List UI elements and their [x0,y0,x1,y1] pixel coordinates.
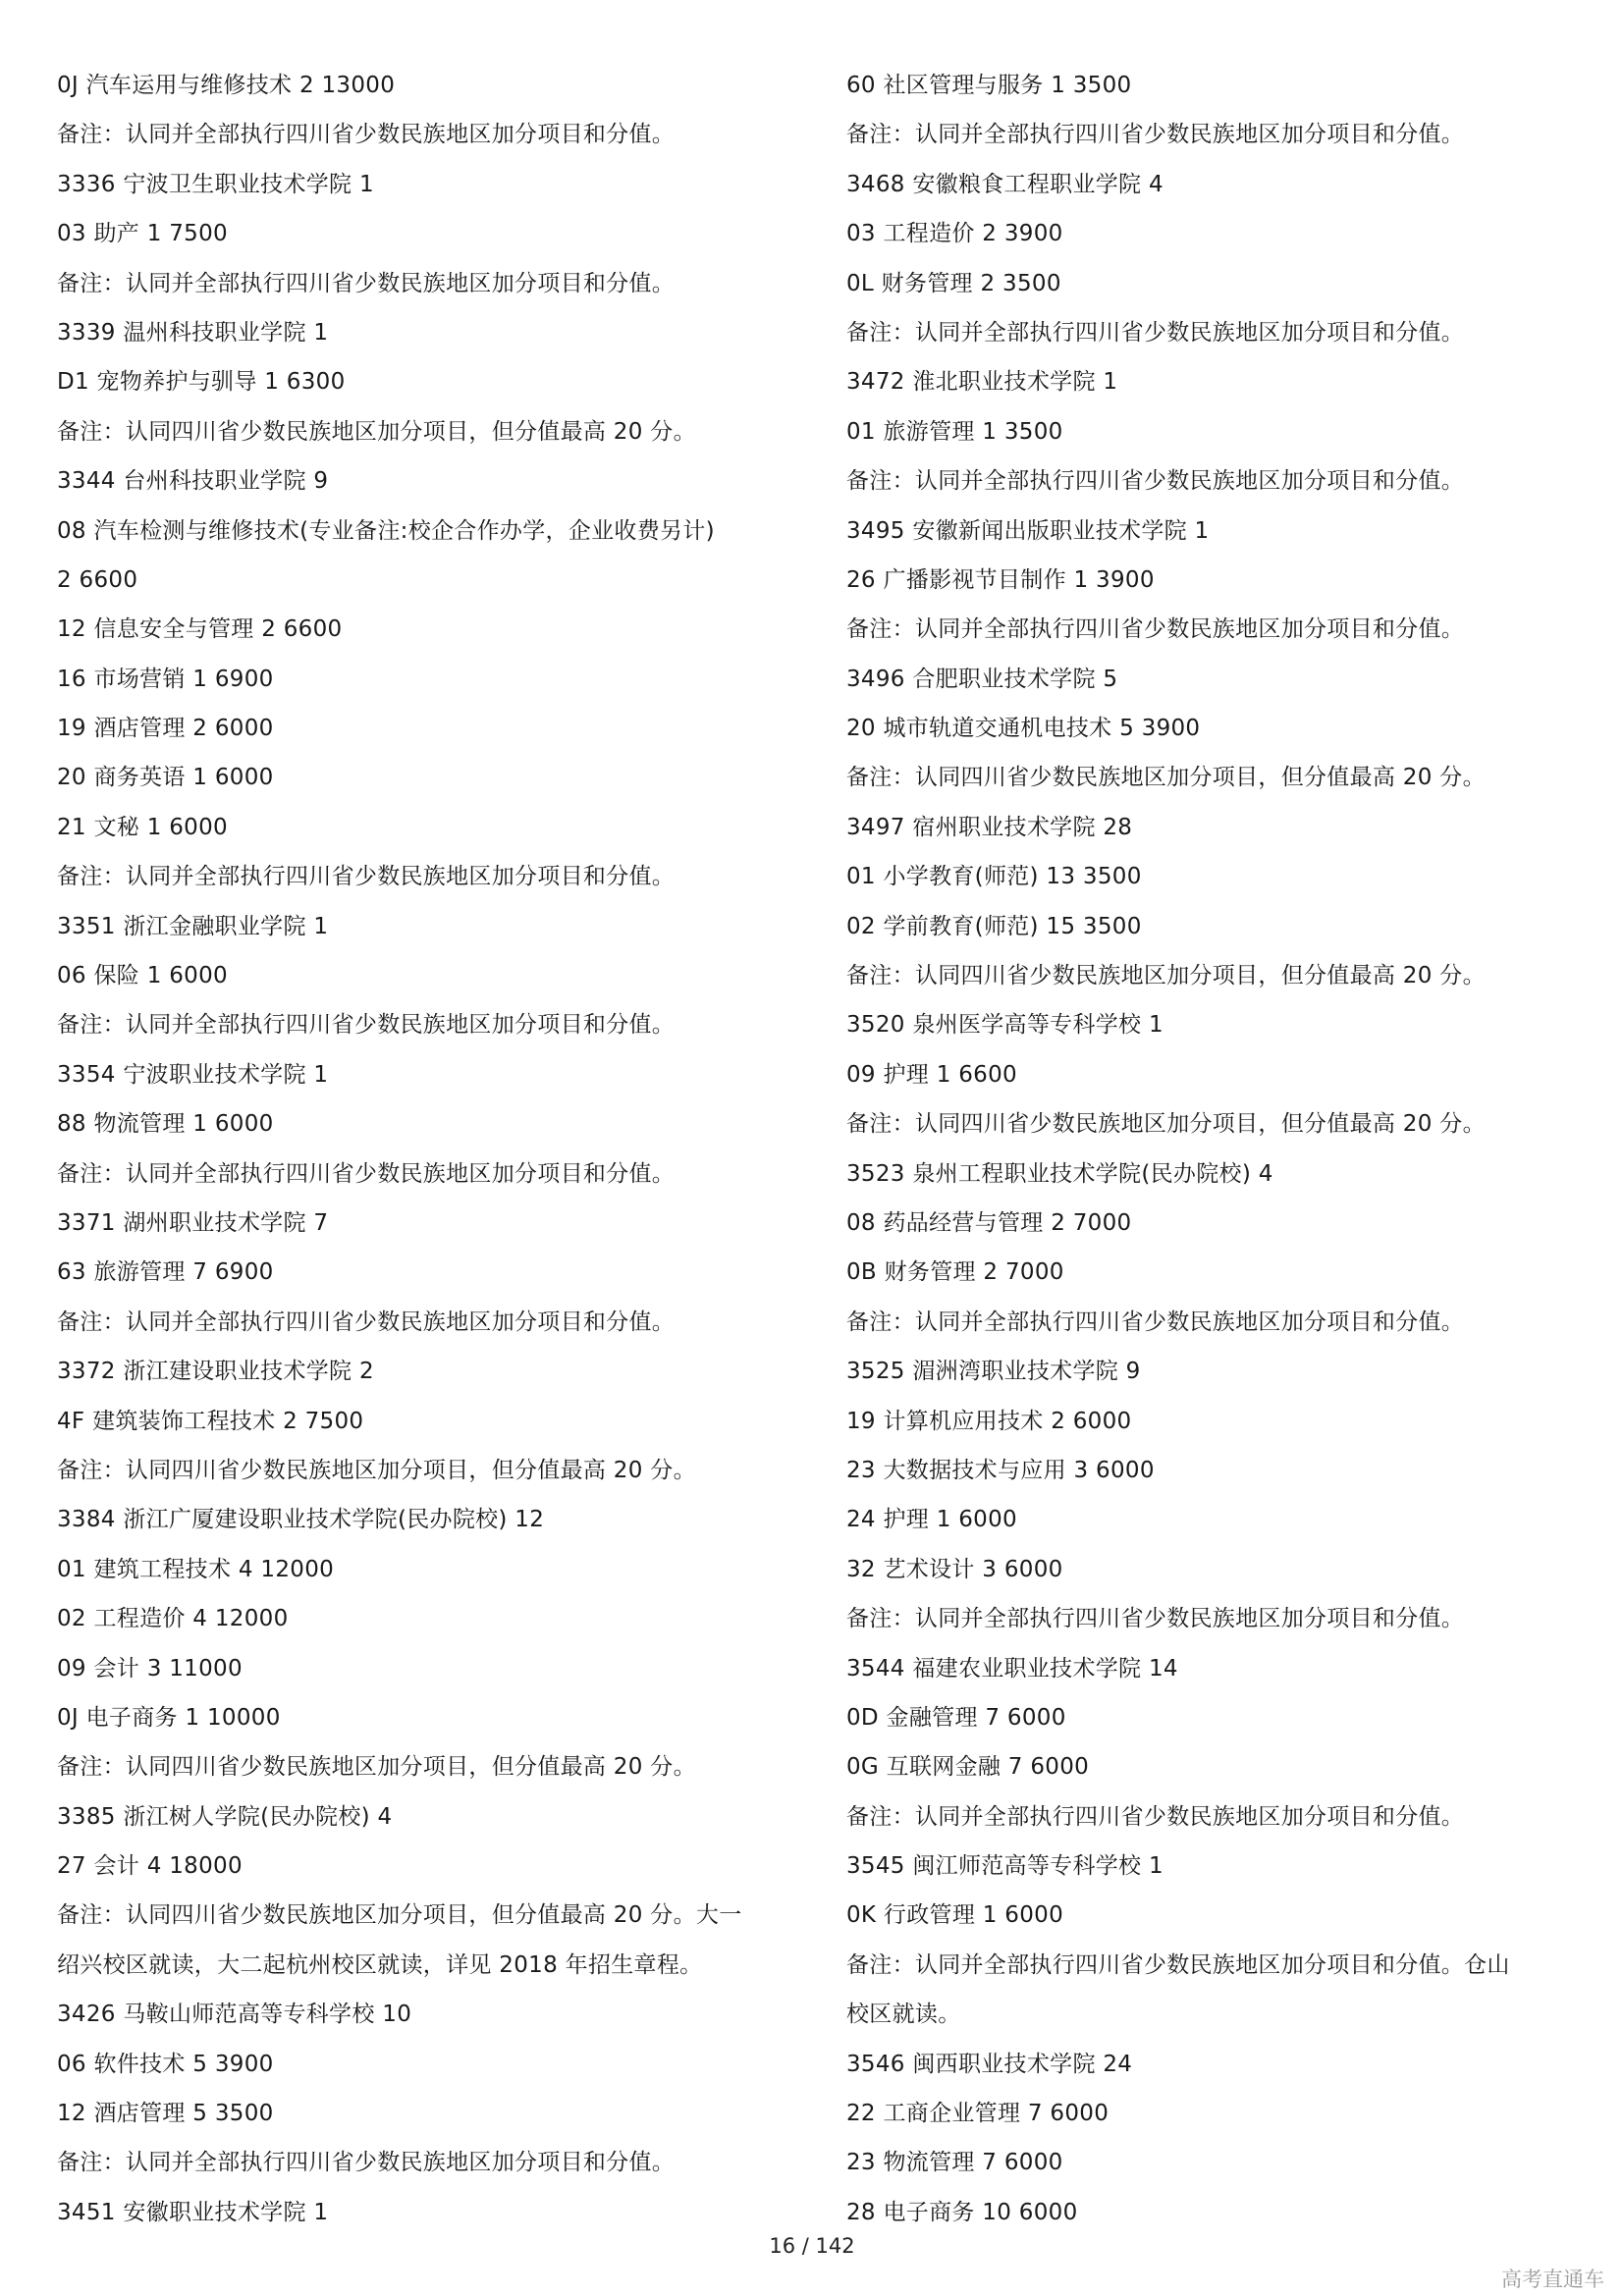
text-line: 备注：认同并全部执行四川省少数民族地区加分项目和分值。 [57,1160,676,1187]
text-line: 19 酒店管理 2 6000 [57,716,274,742]
text-line: 3520 泉州医学高等专科学校 1 [846,1012,1164,1039]
text-line: 3426 马鞍山师范高等专科学校 10 [57,2002,412,2028]
text-line: 16 市场营销 1 6900 [57,666,274,692]
text-line: 27 会计 4 18000 [57,1853,243,1880]
text-line: 备注：认同四川省少数民族地区加分项目，但分值最高 20 分。 [846,765,1486,791]
text-line: 21 文秘 1 6000 [57,814,228,840]
text-line: 3351 浙江金融职业学院 1 [57,913,329,939]
text-line: 02 工程造价 4 12000 [57,1606,289,1632]
text-line: 备注：认同四川省少数民族地区加分项目，但分值最高 20 分。 [57,1457,696,1483]
text-line: 32 艺术设计 3 6000 [846,1556,1063,1582]
text-line: 12 酒店管理 5 3500 [57,2101,274,2127]
text-line: 3468 安徽粮食工程职业学院 4 [846,171,1164,197]
text-line: 01 旅游管理 1 3500 [846,418,1063,445]
text-line: 03 工程造价 2 3900 [846,221,1063,247]
text-line: 3523 泉州工程职业技术学院(民办院校) 4 [846,1160,1273,1187]
watermark: 高考直通车 [1501,2268,1604,2291]
text-line: 3451 安徽职业技术学院 1 [57,2199,329,2225]
text-line: 63 旅游管理 7 6900 [57,1259,274,1286]
text-line: 备注：认同并全部执行四川省少数民族地区加分项目和分值。 [846,319,1465,346]
text-line: 26 广播影视节目制作 1 3900 [846,566,1155,593]
text-line: 备注：认同并全部执行四川省少数民族地区加分项目和分值。 [846,1803,1465,1830]
text-line: 19 计算机应用技术 2 6000 [846,1408,1132,1434]
page-number: 16 / 142 [769,2234,855,2258]
text-line: 3336 宁波卫生职业技术学院 1 [57,171,374,197]
text-line: 60 社区管理与服务 1 3500 [846,73,1132,98]
text-line: 备注：认同并全部执行四川省少数民族地区加分项目和分值。 [57,2150,676,2176]
text-line: 备注：认同并全部执行四川省少数民族地区加分项目和分值。仓山 [846,1951,1510,1978]
text-line: 08 药品经营与管理 2 7000 [846,1209,1132,1236]
text-line: 3545 闽江师范高等专科学校 1 [846,1853,1164,1880]
text-line: 备注：认同并全部执行四川省少数民族地区加分项目和分值。 [57,1308,676,1335]
text-line: 备注：认同并全部执行四川省少数民族地区加分项目和分值。 [846,122,1465,148]
text-line: 备注：认同四川省少数民族地区加分项目，但分值最高 20 分。 [57,1754,696,1781]
text-line: 0D 金融管理 7 6000 [846,1704,1066,1731]
text-line: D1 宠物养护与驯导 1 6300 [57,369,346,396]
text-line: 3472 淮北职业技术学院 1 [846,369,1118,396]
text-line: 备注：认同并全部执行四川省少数民族地区加分项目和分值。 [57,122,676,148]
text-line: 88 物流管理 1 6000 [57,1111,274,1138]
text-line: 28 电子商务 10 6000 [846,2199,1078,2225]
text-line: 09 护理 1 6600 [846,1061,1017,1088]
text-line: 23 物流管理 7 6000 [846,2150,1063,2176]
text-line: 3384 浙江广厦建设职业技术学院(民办院校) 12 [57,1507,545,1533]
text-line: 3544 福建农业职业技术学院 14 [846,1655,1178,1682]
text-line: 3497 宿州职业技术学院 28 [846,814,1133,840]
text-line: 0K 行政管理 1 6000 [846,1902,1064,1929]
text-line: 备注：认同并全部执行四川省少数民族地区加分项目和分值。 [846,1308,1465,1335]
right-column [846,61,1612,2237]
text-line: 20 城市轨道交通机电技术 5 3900 [846,716,1201,742]
text-line: 01 小学教育(师范) 13 3500 [846,864,1142,890]
text-line: 备注：认同四川省少数民族地区加分项目，但分值最高 20 分。 [57,418,696,445]
text-line: 06 软件技术 5 3900 [57,2051,274,2077]
text-line: 08 汽车检测与维修技术(专业备注:校企合作办学，企业收费另计) [57,517,715,544]
text-line: 备注：认同四川省少数民族地区加分项目，但分值最高 20 分。 [846,963,1486,989]
text-line: 24 护理 1 6000 [846,1507,1017,1533]
text-line: 01 建筑工程技术 4 12000 [57,1556,335,1582]
text-line: 06 保险 1 6000 [57,963,228,989]
text-line: 0J 电子商务 1 10000 [57,1704,281,1731]
text-line: 03 助产 1 7500 [57,221,228,247]
text-line: 3372 浙江建设职业技术学院 2 [57,1359,374,1385]
text-line: 3354 宁波职业技术学院 1 [57,1061,329,1088]
text-line: 备注：认同并全部执行四川省少数民族地区加分项目和分值。 [57,270,676,296]
text-line: 0J 汽车运用与维修技术 2 13000 [57,73,396,98]
text-line: 3495 安徽新闻出版职业技术学院 1 [846,517,1210,544]
text-line: 12 信息安全与管理 2 6600 [57,616,343,643]
text-line: 0G 互联网金融 7 6000 [846,1754,1090,1781]
text-line: 23 大数据技术与应用 3 6000 [846,1457,1155,1483]
left-column [57,61,823,2237]
text-line: 22 工商企业管理 7 6000 [846,2101,1110,2127]
text-line: 3496 合肥职业技术学院 5 [846,666,1118,692]
text-line: 4F 建筑装饰工程技术 2 7500 [57,1408,364,1434]
text-line: 0B 财务管理 2 7000 [846,1259,1064,1286]
text-line: 备注：认同四川省少数民族地区加分项目，但分值最高 20 分。大一 [57,1902,742,1929]
text-line: 备注：认同并全部执行四川省少数民族地区加分项目和分值。 [57,1012,676,1039]
text-line: 3371 湖州职业技术学院 7 [57,1209,329,1236]
text-line: 备注：认同并全部执行四川省少数民族地区加分项目和分值。 [846,1606,1465,1632]
text-line: 3546 闽西职业技术学院 24 [846,2051,1133,2077]
text-line: 09 会计 3 11000 [57,1655,243,1682]
text-line: 校区就读。 [846,2002,961,2028]
text-line: 绍兴校区就读，大二起杭州校区就读，详见 2018 年招生章程。 [57,1951,703,1978]
text-line: 3344 台州科技职业学院 9 [57,468,329,495]
text-line: 20 商务英语 1 6000 [57,765,274,791]
text-line: 3385 浙江树人学院(民办院校) 4 [57,1803,393,1830]
text-line: 02 学前教育(师范) 15 3500 [846,913,1142,939]
text-line: 备注：认同并全部执行四川省少数民族地区加分项目和分值。 [57,864,676,890]
text-line: 备注：认同四川省少数民族地区加分项目，但分值最高 20 分。 [846,1111,1486,1138]
text-line: 2 6600 [57,566,138,593]
text-line: 3525 湄洲湾职业技术学院 9 [846,1359,1141,1385]
text-line: 3339 温州科技职业学院 1 [57,319,329,346]
text-line: 备注：认同并全部执行四川省少数民族地区加分项目和分值。 [846,468,1465,495]
text-line: 备注：认同并全部执行四川省少数民族地区加分项目和分值。 [846,616,1465,643]
text-line: 0L 财务管理 2 3500 [846,270,1061,296]
